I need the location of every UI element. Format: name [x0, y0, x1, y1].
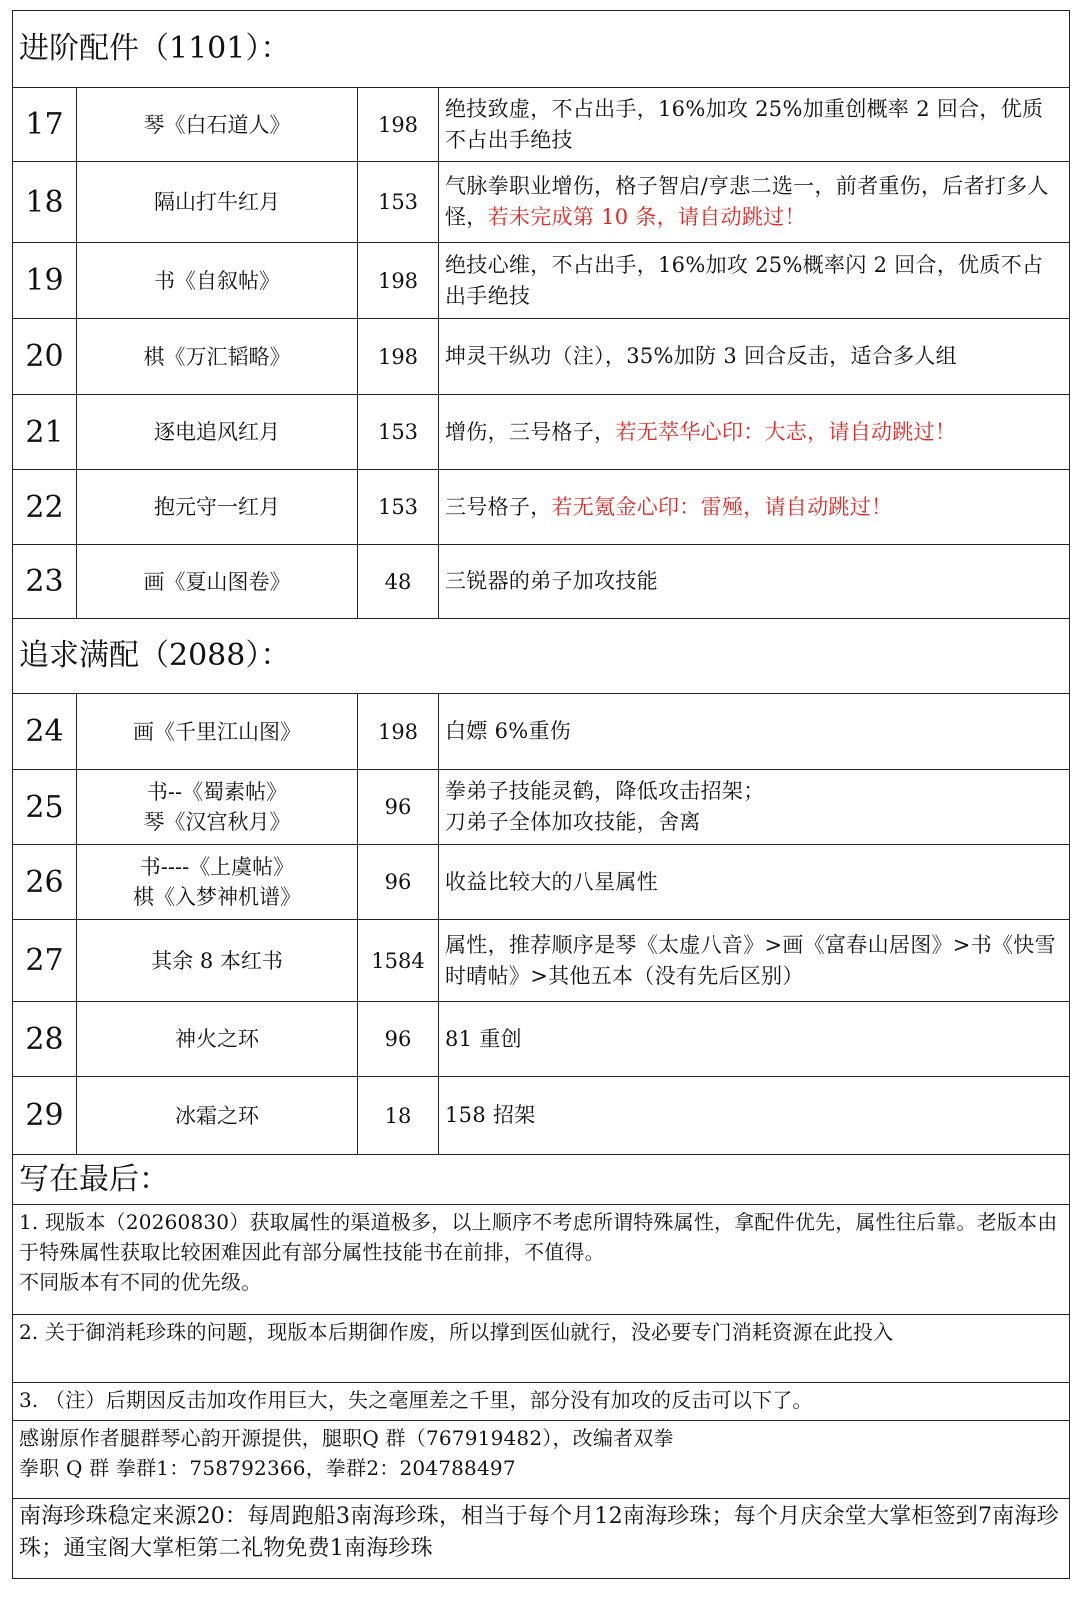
table-row — [12, 694, 1070, 770]
item-name-line: 琴《汉宫秋月》 — [143, 810, 291, 834]
credits: 感谢原作者腿群琴心韵开源提供，腿职Q 群（767919482），改编者双拳 拳职 Q 群 拳群1：758792366，拳群2：204788497 — [12, 1421, 1070, 1499]
item-name-line: 书----《上虞帖》 — [139, 855, 295, 879]
table-row — [12, 243, 1070, 319]
section2-title-text: 追求满配（2088）： — [19, 638, 291, 673]
table-row — [12, 319, 1070, 395]
item-desc — [438, 395, 1069, 469]
row-number: 24 — [25, 714, 64, 749]
row-number: 26 — [25, 864, 64, 900]
table-row — [12, 845, 1070, 920]
row-number: 27 — [25, 943, 64, 978]
item-name-line: 其余 8 本红书 — [151, 948, 283, 973]
table-row — [12, 1077, 1070, 1155]
section2-title — [12, 619, 1070, 694]
item-cost: 198 — [357, 88, 438, 161]
item-desc — [438, 162, 1069, 242]
row-number: 22 — [25, 489, 64, 525]
table-row — [12, 395, 1070, 470]
row-number: 20 — [25, 339, 64, 374]
table-row — [12, 1002, 1070, 1077]
item-desc: 158 招架 — [438, 1077, 1069, 1154]
section1-title — [12, 10, 1070, 88]
note-2: 2. 关于御消耗珍珠的问题，现版本后期御作废，所以撑到医仙就行，没必要专门消耗资源在此投入 — [12, 1315, 1070, 1383]
item-name — [76, 920, 357, 1001]
row-number: 29 — [25, 1098, 64, 1133]
table-row — [12, 545, 1070, 619]
item-cost: 153 — [357, 162, 438, 242]
note-3: 3. （注）后期因反击加攻作用巨大，失之毫厘差之千里，部分没有加攻的反击可以下了。 — [12, 1383, 1070, 1421]
item-desc: 属性，推荐顺序是琴《太虚八音》>画《富春山居图》>书《快雪时晴帖》>其他五本（没有先后区别） — [438, 920, 1069, 1001]
item-name: 抱元守一红月 — [76, 470, 357, 544]
desc-warning: 若无萃华心印：大志，请自动跳过！ — [615, 419, 957, 444]
item-name — [76, 845, 357, 919]
desc-warning: 若无氪金心印：雷殛，请自动跳过！ — [551, 494, 893, 519]
item-cost: 153 — [357, 470, 438, 544]
row-number: 18 — [25, 184, 64, 220]
table-row — [12, 470, 1070, 545]
item-name-line: 冰霜之环 — [175, 1103, 259, 1128]
item-cost: 48 — [357, 545, 438, 618]
row-number: 23 — [25, 564, 64, 599]
document — [12, 10, 1070, 1579]
item-cost: 198 — [357, 319, 438, 394]
item-name: 逐电追风红月 — [76, 395, 357, 469]
item-name: 琴《白石道人》 — [76, 88, 357, 161]
desc-text: 拳弟子技能灵鹤，降低攻击招架； 刀弟子全体加攻技能，舍离 — [445, 779, 765, 834]
item-desc — [438, 319, 1069, 394]
row-number: 28 — [25, 1021, 64, 1057]
item-name: 画《夏山图卷》 — [76, 545, 357, 618]
item-name-line: 神火之环 — [175, 1027, 259, 1051]
row-number: 25 — [25, 789, 64, 825]
item-name-line: 书--《蜀素帖》 — [146, 780, 288, 804]
item-name — [76, 770, 357, 844]
item-name: 隔山打牛红月 — [76, 162, 357, 242]
desc-text: 绝技致虚，不占出手，16%加攻 25%加重创概率 2 回合，优质不占出手绝技 — [445, 96, 1044, 152]
desc-warning: 若未完成第 10 条，请自动跳过！ — [487, 205, 806, 229]
table-row — [12, 770, 1070, 845]
note-1: 1. 现版本（20260830）获取属性的渠道极多，以上顺序不考虑所谓特殊属性，拿配件优先，属性往后靠。老版本由于特殊属性获取比较困难因此有部分属性技能书在前排，不值得。 不同版本有不同的优先级。 — [12, 1205, 1070, 1315]
desc-text: 三号格子， — [445, 494, 552, 519]
item-desc — [438, 88, 1069, 161]
desc-text: 绝技心维，不占出手，16%加攻 25%概率闪 2 回合，优质不占出手绝技 — [445, 252, 1044, 308]
item-desc: 白嫖 6%重伤 — [438, 694, 1069, 769]
item-cost: 198 — [357, 243, 438, 318]
item-desc — [438, 243, 1069, 318]
row-number: 19 — [25, 263, 64, 298]
desc-text: 坤灵干纵功（注），35%加防 3 回合反击，适合多人组 — [445, 344, 957, 368]
section3-title-text: 写在最后： — [19, 1161, 169, 1197]
item-cost: 96 — [357, 845, 438, 919]
item-name-line: 画《千里江山图》 — [133, 719, 301, 744]
item-name — [76, 1002, 357, 1076]
table-row — [12, 920, 1070, 1002]
item-desc — [438, 545, 1069, 618]
desc-text: 三锐器的弟子加攻技能 — [445, 569, 658, 593]
desc-text: 增伤，三号格子， — [445, 419, 616, 444]
pearl-sources: 南海珍珠稳定来源20：每周跑船3南海珍珠，相当于每个月12南海珍珠；每个月庆余堂大掌柜签到7南海珍珠；通宝阁大掌柜第二礼物免费1南海珍珠 — [12, 1499, 1070, 1579]
item-name: 书《自叙帖》 — [76, 243, 357, 318]
item-name — [76, 694, 357, 769]
row-number: 17 — [25, 107, 64, 142]
item-name: 棋《万汇韬略》 — [76, 319, 357, 394]
item-desc — [438, 470, 1069, 544]
table-row — [12, 88, 1070, 162]
section1-title-text: 进阶配件（1101）： — [19, 31, 291, 66]
section3-title — [12, 1155, 1070, 1205]
item-cost: 96 — [357, 770, 438, 844]
row-number: 21 — [25, 414, 64, 450]
item-name — [76, 1077, 357, 1154]
item-cost: 198 — [357, 694, 438, 769]
table-row — [12, 162, 1070, 243]
item-cost: 153 — [357, 395, 438, 469]
item-desc: 81 重创 — [438, 1002, 1069, 1076]
item-desc — [438, 770, 1069, 844]
item-name-line: 棋《入梦神机谱》 — [133, 885, 301, 909]
item-desc: 收益比较大的八星属性 — [438, 845, 1069, 919]
item-cost: 96 — [357, 1002, 438, 1076]
item-cost: 18 — [357, 1077, 438, 1154]
item-cost: 1584 — [357, 920, 438, 1001]
desc-text: 气脉拳职业增伤，格子智启/亨悲二选一，前者重伤，后者打多人怪， — [445, 174, 1049, 229]
